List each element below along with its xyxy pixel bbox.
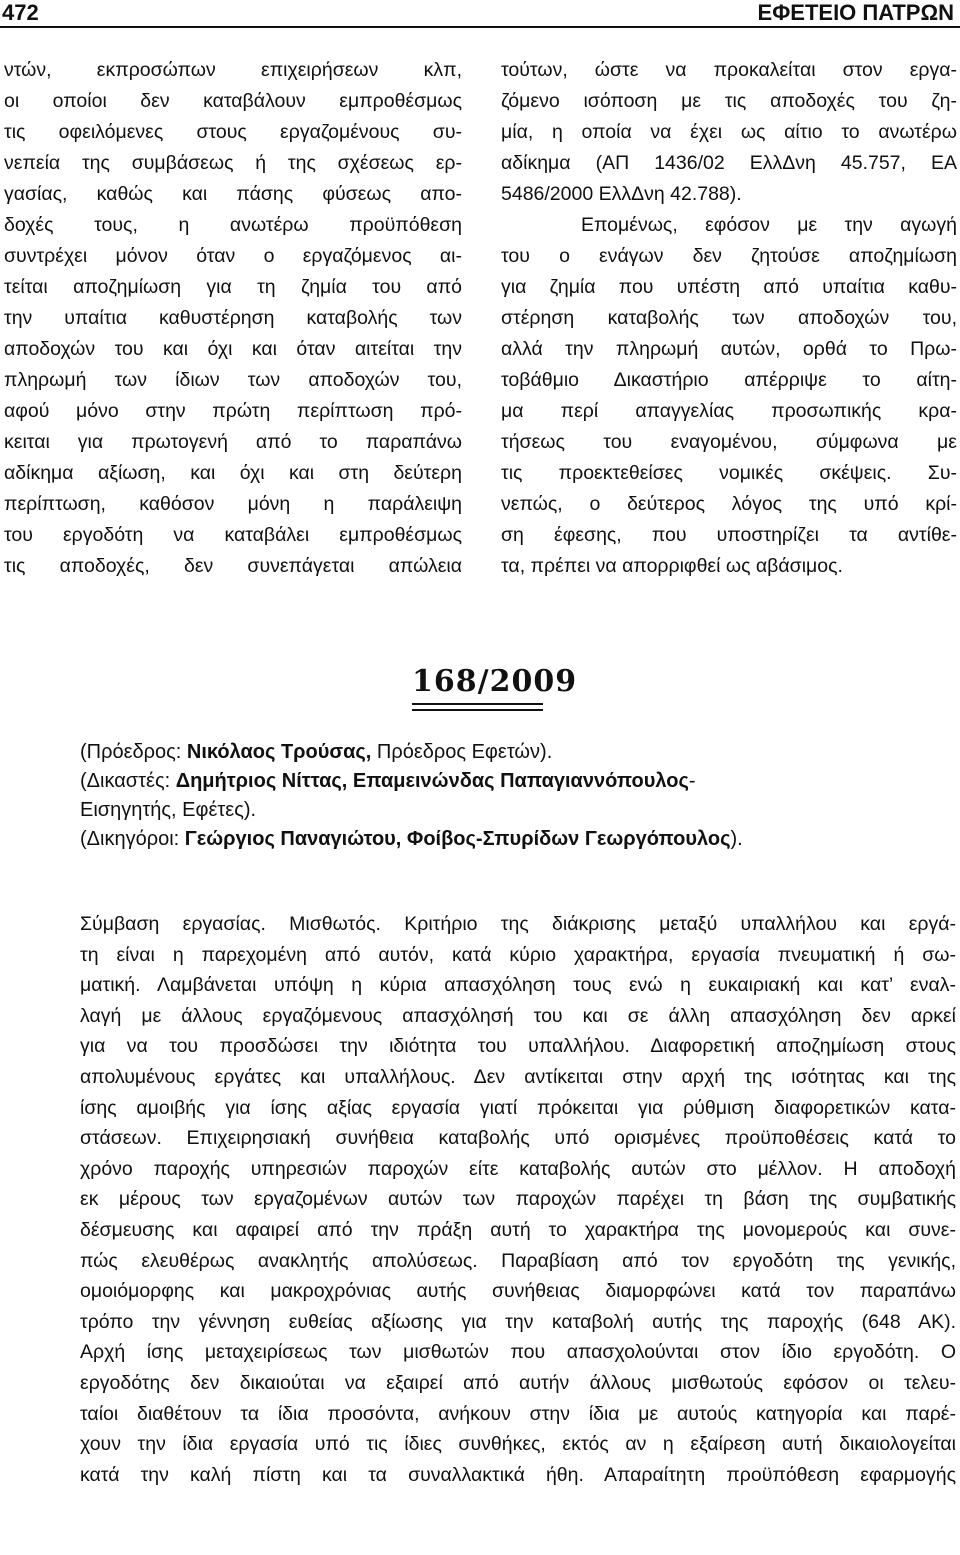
text-line: ντών, εκπροσώπων επιχειρήσεων κλπ, — [4, 59, 462, 81]
text-line: αλλά την πληρωμή αυτών, ορθά το Πρω- — [501, 338, 957, 360]
text-line: τοβάθμιο Δικαστήριο απέρριψε το αίτη- — [501, 369, 957, 391]
text-line: αφού μόνο στην πρώτη περίπτωση πρό- — [4, 400, 462, 422]
summary-line: τρόπο την γέννηση ευθείας αξίωσης για την καταβολή αυτής της παροχής (648 ΑΚ). — [80, 1310, 956, 1333]
president-suffix: Πρόεδρος Εφετών). — [371, 741, 553, 763]
summary-line: λαγή με άλλους εργαζόμενους απασχόλησή του και σε άλλη απασχόληση δεν αρκεί — [80, 1004, 956, 1027]
text-line: συντρέχει μόνον όταν ο εργαζόμενος αι- — [4, 245, 462, 267]
president-name: Νικόλαος Τρούσας, — [186, 741, 372, 763]
text-line: του εργοδότη να καταβάλει εμπροθέσμως — [4, 524, 462, 546]
summary-line: χρόνο παροχής υπηρεσιών παροχών είτε καταβολής αυτών στο μέλλον. Η αποδοχή — [80, 1157, 956, 1180]
text-line: ζόμενο ισόποση με τις αποδοχές του ζη- — [501, 90, 957, 112]
text-line: τείται αποζημίωση για τη ζημία του από — [4, 276, 462, 298]
president-prefix: (Πρόεδρος: — [80, 741, 187, 763]
text-line: αδίκημα (ΑΠ 1436/02 ΕλλΔνη 45.757, ΕΑ — [501, 152, 957, 174]
summary-line: απολυμένους εργάτες και υπαλλήλους. Δεν αντίκειται στην αρχή της ισότητας και της — [80, 1065, 956, 1088]
judges-line-2: Εισηγητής, Εφέτες). — [80, 799, 257, 821]
text-line: στέρηση καταβολής των αποδοχών του, — [501, 307, 957, 329]
judges-suffix: - — [688, 770, 696, 792]
summary-line: πώς ελευθέρως ανακλητής απολύσεως. Παραβίαση από τον εργοδότη της γενικής, — [80, 1249, 956, 1272]
left-column — [4, 55, 462, 582]
text-line: ση έφεσης, που υποστηρίζει τα αντίθε- — [501, 524, 957, 546]
text-line: του ο ενάγων δεν ζητούσε αποζημίωση — [501, 245, 957, 267]
case-summary — [80, 909, 956, 1490]
text-line: αδίκημα αξίωση, και όχι και στη δεύτερη — [4, 462, 462, 484]
lawyers-suffix: ). — [730, 828, 743, 850]
right-column — [501, 55, 957, 582]
summary-line: για να του προσδώσει την ιδιότητα του υπαλλήλου. Διαφορετική αποζημίωση στους — [80, 1035, 956, 1058]
summary-line: εκ μέρους των εργαζομένων αυτών των παροχών παρέχει τη βάση της συμβατικής — [80, 1188, 956, 1211]
judges-names: Δημήτριος Νίττας, Επαμεινώνδας Παπαγιαννόπουλος — [175, 770, 689, 792]
judges-prefix: (Δικαστές: — [80, 770, 176, 792]
summary-line: ίσης αμοιβής για ίσης αξίας εργασία γιατί πρόκειται για ρύθμιση διαφορετικών κατα- — [80, 1096, 956, 1119]
text-line: μία, η οποία να έχει ως αίτιο το ανωτέρω — [501, 121, 957, 143]
text-line: τις αποδοχές, δεν συνεπάγεται απώλεια — [4, 555, 462, 577]
text-line: τις προεκτεθείσες νομικές σκέψεις. Συ- — [501, 462, 957, 484]
text-line: για ζημία που υπέστη από υπαίτια καθυ- — [501, 276, 957, 298]
summary-line: δέσμευσης και αφαιρεί από την πράξη αυτή το χαρακτήρα της μονομερούς και συνε- — [80, 1218, 956, 1241]
case-parties — [80, 738, 950, 854]
text-line: τούτων, ώστε να προκαλείται στον εργα- — [501, 59, 957, 81]
text-line: γασίας, καθώς και πάσης φύσεως απο- — [4, 183, 462, 205]
summary-line: χουν την ίδια εργασία υπό τις ίδιες συνθήκες, εκτός αν η εξαίρεση αυτή δικαιολογείται — [80, 1433, 956, 1456]
summary-line: ταίοι διαθέτουν τα ίδια προσόντα, ανήκουν στην ίδια με αυτούς κατηγορία και παρέ- — [80, 1402, 956, 1425]
summary-line: Αρχή ίσης μεταχειρίσεως των μισθωτών που απασχολούνται στον ίδιο εργοδότη. Ο — [80, 1341, 956, 1364]
summary-line: κατά την καλή πίστη και τα συναλλακτικά ήθη. Απαραίτητη προϋπόθεση εφαρμογής — [80, 1463, 956, 1486]
text-line: κειται για πρωτογενή από το παραπάνω — [4, 431, 462, 453]
case-number-underline — [412, 703, 543, 711]
text-line: νεπεία της συμβάσεως ή της σχέσεως ερ- — [4, 152, 462, 174]
summary-line: ματική. Λαμβάνεται υπόψη η κύρια απασχόληση τους ενώ η ευκαιριακή και κατ’ εναλ- — [80, 974, 956, 997]
judges-line — [80, 767, 950, 796]
text-line: τις οφειλόμενες στους εργαζομένους συ- — [4, 121, 462, 143]
text-line: τα, πρέπει να απορριφθεί ως αβάσιμος. — [501, 555, 843, 577]
text-line: νεπώς, ο δεύτερος λόγος της υπό κρί- — [501, 493, 957, 515]
text-line: αποδοχών του και όχι και όταν αιτείται την — [4, 338, 462, 360]
president-line — [80, 738, 950, 767]
text-line: περίπτωση, καθόσον μόνη η παράλειψη — [4, 493, 462, 515]
text-line: οι οποίοι δεν καταβάλουν εμπροθέσμως — [4, 90, 462, 112]
summary-line: ομοιόμορφης και μακροχρόνιας αυτής συνήθειας διαμορφώνει κατά τον παραπάνω — [80, 1280, 956, 1303]
lawyers-prefix: (Δικηγόροι: — [80, 828, 185, 850]
text-line: τήσεως του εναγομένου, σύμφωνα με — [501, 431, 957, 453]
text-line: την υπαίτια καθυστέρηση καταβολής των — [4, 307, 462, 329]
lawyers-names: Γεώργιος Παναγιώτου, Φοίβος-Σπυρίδων Γεωργόπουλος — [184, 828, 731, 850]
page-header — [0, 0, 960, 28]
page-number: 472 — [2, 0, 39, 25]
case-number: 168/2009 — [412, 664, 578, 699]
text-line: Επομένως, εφόσον με την αγωγή — [581, 214, 957, 236]
text-line: μα περί απαγγελίας προσωπικής κρα- — [501, 400, 957, 422]
journal-title: ΕΦΕΤΕΙΟ ΠΑΤΡΩΝ — [757, 0, 954, 25]
lawyers-line — [80, 825, 950, 854]
summary-line: τη είναι η παρεχομένη από αυτόν, κατά κύριο χαρακτήρα, εργασία πνευματική ή σω- — [80, 943, 956, 966]
text-line: δοχές τους, η ανωτέρω προϋπόθεση — [4, 214, 462, 236]
summary-line: στάσεων. Επιχειρησιακή συνήθεια καταβολής υπό ορισμένες προϋποθέσεις κατά το — [80, 1127, 956, 1150]
text-line: πληρωμή των ίδιων των αποδοχών του, — [4, 369, 462, 391]
summary-line: εργοδότης δεν δικαιούται να εξαιρεί από αυτήν άλλους μισθωτούς εφόσον οι τελευ- — [80, 1371, 956, 1394]
text-line: 5486/2000 ΕλλΔνη 42.788). — [501, 183, 742, 205]
summary-line: Σύμβαση εργασίας. Μισθωτός. Κριτήριο της διάκρισης μεταξύ υπαλλήλου και εργά- — [80, 913, 956, 935]
